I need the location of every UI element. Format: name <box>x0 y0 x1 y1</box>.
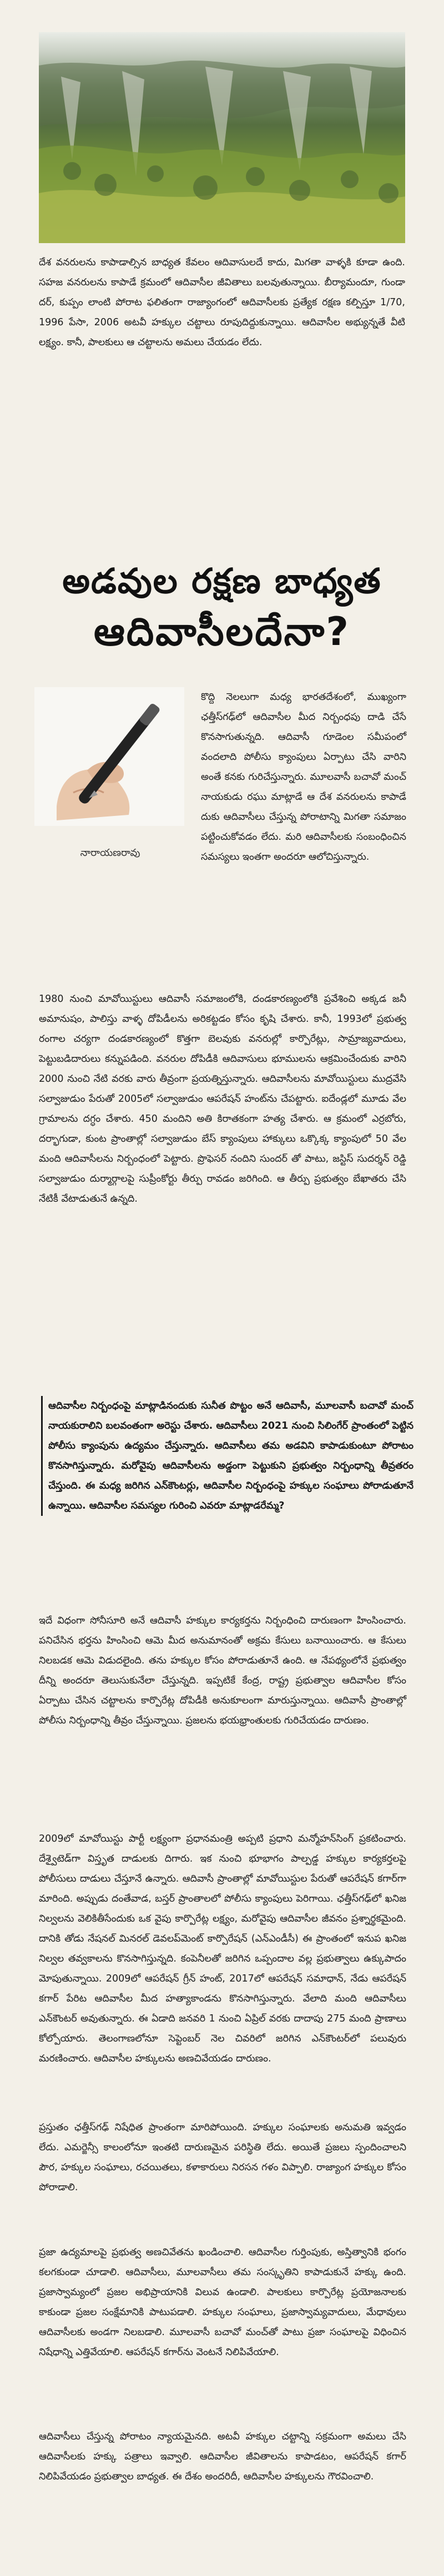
author-byline: నారాయణరావు <box>80 847 140 859</box>
headline-line-1: అడవుల రక్షణ బాధ్యత <box>62 561 382 601</box>
dropcap-paragraph: కొద్ది నెలలుగా మధ్య భారతదేశంలో, ముఖ్యంగా ఛత్తీస్‌గఢ్‌లో ఆదివాసీల మీద నిర్బంధపు దాడి చేసే కొనసాగుతున్నది. ఆదివాసీ గూడెంల సమీపంలో వందలాది పోలీసు క్యాంపులు ఏర్పాటు చేసి వారిని అంతే కనకు గురిచేస్తున్నారు. మూలవాసీ బచావో మంచ్ నాయకుడు రఘు మాట్లాడే ఆ దేశ వనరులను కాపాడే దుకు ఆదివాసీలు చేస్తున్న పోరాటాన్ని మిగతా సమాజం పట్టించుకోవడం లేదు. మరి ఆదివాసీలకు సంబంధించిన సమస్యలు ఇంతగా అందరూ ఆలోచిస్తున్నారు. <box>201 692 406 863</box>
pen-in-hand-illustration <box>34 687 184 826</box>
paragraph-2: 1980 నుంచి మావోయిస్టులు ఆదివాసీ సమాజంలోకి, దండకారణ్యంలోకి ప్రవేశించి అక్కడ జనీ అమానుషం, పాలిస్తు వాళ్ళ దోపిడీలను అరికట్టడం కోసం కృషి చేశారు. కానీ, 1993లో ప్రభుత్వ రంగాల చర్యగా దండకారణ్యంలో కొత్తగా బెలవుకు వనరుల్లో కార్పొరేట్లు, సామ్రాజ్యవాదులు, పెట్టుబడిదారులు కన్నుపడింది. వనరుల దోపిడీకి ఆదివాసులు భూములను ఆక్రమించేందుకు వారిని 2000 నుంచి నేటి వరకు వారు తీవ్రంగా ప్రయత్నిస్తున్నారు. ఆదివాసీలను మావోయిస్టులు ముద్రవేసి సల్వాజుడుం పేరుతో 2005లో సల్వాజుడుం ఆపరేషన్ హంట్‌ను చేపట్టారు. ఐదేండ్లలో మూడు వేల గ్రామాలను దగ్ధం చేశారు. 450 మందిని అతి కిరాతకంగా హత్య చేశారు. ఆ క్రమంలో ఎర్రబోరు, దర్భాగుడా, కుంట ప్రాంతాల్లో సల్వాజుడుం బేస్ క్యాంపులు హాక్కులు ఒక్కొక్క క్యాంపులో 50 వేల మంది ఆదివాసీలను నిర్బంధంలో పెట్టారు. ప్రొఫెసర్ నందిని సుందర్ తో పాటు, జస్టిస్ సుదర్శన్ రెడ్డి సల్వాజుడుం దుర్మార్గాలపై సుప్రీంకోర్టు తీర్పు రావడం జరిగింది. ఆ తీర్పు ప్రభుత్వం బేఖాతరు చేసి నేటికీ వేటాడుతునే ఉన్నది. <box>39 994 406 1204</box>
forest-cliff-photo <box>39 32 405 243</box>
paragraph-3: ఇదే విధంగా సోనీసూరి అనే ఆదివాసీ హక్కుల కార్యకర్తను నిర్బంధించి దారుణంగా హింసించారు. పనిచేసిన భర్తను హింసించి ఆమె మీద అనుమానంతో అక్రమ కేసులు బనాయించారు. ఆ కేసులు నిలబడక ఆమె విడుదలైంది. తను హక్కుల కోసం పోరాడుతూనే ఉంది. ఆ నేపథ్యంలోనే ప్రభుత్వం దీన్ని అందరూ తెలుసుకునేలా చేస్తున్నది. ఇప్పటికే కేంద్ర, రాష్ట్ర ప్రభుత్వాల ఆదివాసీల కోసం ఏర్పాటు చేసిన చట్టాలను కార్పొరేట్ల దోపిడీకి అనుకూలంగా మారుస్తున్నాయి. ఆదివాసీ ప్రాంతాల్లో పోలీసు నిర్బంధాన్ని తీవ్రం చేస్తున్నాయి. ప్రజలను భయభ్రాంతులకు గురిచేయడం దారుణం. <box>39 1615 406 1726</box>
paragraph-6: ప్రజా ఉద్యమాలపై ప్రభుత్వ అణచివేతను ఖండించాలి. ఆదివాసీల గుర్తింపుకు, అస్తిత్వానికి భంగం కలగకుండా చూడాలి. ఆదివాసీలు, మూలవాసీలు తమ సంస్కృతిని కాపాడుకునే హక్కు ఉంది. ప్రజాస్వామ్యంలో ప్రజల అభిప్రాయానికి విలువ ఉండాలి. పాలకులు కార్పొరేట్ల ప్రయోజనాలకు కాకుండా ప్రజల సంక్షేమానికి పాటుపడాలి. హక్కుల సంఘాలు, ప్రజాస్వామ్యవాదులు, మేధావులు ఆదివాసీలకు అండగా నిలబడాలి. మూలవాసీ బచావో మంచ్‌తో పాటు ప్రజా సంఘాలపై విధించిన నిషేధాన్ని ఎత్తివేయాలి. ఆపరేషన్ కగార్‌ను వెంటనే నిలిపివేయాలి. <box>39 2247 406 2358</box>
paragraph-4: 2009లో మావోయిస్టు పార్టీ లక్ష్యంగా ప్రధానమంత్రి అప్పటి ప్రధాని మన్మోహన్‌సింగ్ ప్రకటించారు. దేశ్వైటెడ్‌గా విస్తృత దాడులకు దిగారు. ఇక నుంచి భూభాగం పాల్పడ్డ హక్కుల కార్యకర్తలపై పోలీసులు దాడులు చేస్తూనే ఉన్నారు. ఆదివాసీ ప్రాంతాల్లో మావోయిస్టుల పేరుతో ఆపరేషన్ కగార్‌గా మారింది. అప్పుడు దంతేవాడ, బస్తర్ ప్రాంతాలలో పోలీసు క్యాంపులు పెరిగాయి. ఛత్తీస్‌గఢ్‌లో ఖనిజ నిల్వలను వెలికితీసేందుకు ఒక వైపు కార్పొరేట్ల లక్ష్యం, మరోవైపు ఆదివాసీల జీవనం ప్రశ్నార్థకమైంది. దానికి తోడు నేషనల్ మినరల్ డెవలప్‌మెంట్ కార్పొరేషన్ (ఎన్ఎండీసీ) ఈ ప్రాంతంలో ఇనుప ఖనిజ నిల్వల తవ్వకాలను కొనసాగిస్తున్నది. కంపెనీలతో జరిగిన ఒప్పందాల వల్ల ప్రభుత్వాలు ఉక్కుపాదం మోపుతున్నాయి. 2009లో ఆపరేషన్ గ్రీన్ హంట్, 2017లో ఆపరేషన్ సమాధాన్, నేడు ఆపరేషన్ కగార్ పేరిట ఆదివాసీల మీద హత్యాకాండను కొనసాగిస్తున్నారు. వేలాది మంది ఆదివాసీలు ఎన్‌కౌంటర్ అవుతున్నారు. ఈ ఏడాది జనవరి 1 నుంచి ఏప్రిల్ వరకు దాదాపు 275 మంది ప్రాణాలు కోల్పోయారు. తెలంగాణలోనూ సెప్టెంబర్ నెల చివరిలో జరిగిన ఎన్‌కౌంటర్‌లో పలువురు మరణించారు. ఆదివాసీల హక్కులను అణచివేయడం దారుణం. <box>39 1833 406 2064</box>
paragraph-7: ఆదివాసీలు చేస్తున్న పోరాటం న్యాయమైనది. అటవీ హక్కుల చట్టాన్ని సక్రమంగా అమలు చేసి ఆదివాసీలకు హక్కు పత్రాలు ఇవ్వాలి. ఆదివాసీల జీవితాలను కాపాడటం, ఆపరేషన్ కగార్ నిలిపివేయడం ప్రభుత్వాల బాధ్యత. ఈ దేశం అందరిదీ, ఆదివాసీల హక్కులను గౌరవించాలి. <box>39 2431 406 2482</box>
pull-quote: ఆదివాసీల నిర్బంధంపై మాట్లాడినందుకు సునీత పొట్టం అనే ఆదివాసీ, మూలవాసీ బచావో మంచ్ నాయకురాలిని బలవంతంగా అరెస్టు చేశారు. ఆదివాసీలు 2021 నుంచి సిలింగేర్ ప్రాంతంలో పెట్టిన పోలీసు క్యాంపును ఉద్యమం చేస్తున్నారు. ఆదివాసీలు తమ అడవిని కాపాడుకుంటూ పోరాటం కొనసాగిస్తున్నారు. మరోవైపు ఆదివాసీలను అడ్డంగా పెట్టుకుని ప్రభుత్వం నిర్బంధాన్ని తీవ్రతరం చేస్తుంది. ఈ మధ్య జరిగిన ఎన్‌కౌంటర్లు, ఆదివాసీల నిర్బంధంపై హక్కుల సంఘాలు పోరాడుతూనే ఉన్నాయి. ఆదివాసీల సమస్యల గురించి ఎవరూ మాట్లాడరేమ్మ? <box>41 1396 413 1516</box>
intro-paragraph: దేశ వనరులను కాపాడాల్సిన బాధ్యత కేవలం ఆదివాసులదే కాదు, మిగతా వాళ్ళకి కూడా ఉంది. సహజ వనరులను కాపాడే క్రమంలో ఆదివాసీల జీవితాలు బలవుతున్నాయి. బీర్యామందూ, గుండా దర్, కుప్పం లాంటి పోరాట ఫలితంగా రాజ్యాంగంలో ఆదివాసీలకు ప్రత్యేక రక్షణ కల్పిస్తూ 1/70, 1996 పేసా, 2006 అటవీ హక్కుల చట్టాలు రూపుదిద్దుకున్నాయి. ఆదివాసీల అభ్యున్నతే వీటి లక్ష్యం. కానీ, పాలకులు ఆ చట్టాలను అమలు చేయడం లేదు. <box>39 257 405 348</box>
headline-line-2: ఆదివాసీలదేనా? <box>94 609 350 654</box>
paragraph-5: ప్రస్తుతం ఛత్తీస్‌గఢ్ నిషేధిత ప్రాంతంగా మారిపోయింది. హక్కుల సంఘాలకు అనుమతి ఇవ్వడం లేదు. ఎమర్జెన్సీ కాలంలోనూ ఇంతటి దారుణమైన పరిస్థితి లేదు. అయితే ప్రజలు స్పందించాలని పౌర, హక్కుల సంఘాలు, రచయితలు, కళాకారులు నిరసన గళం విప్పాలి. రాజ్యాంగ హక్కుల కోసం పోరాడాలి. <box>39 2122 406 2193</box>
